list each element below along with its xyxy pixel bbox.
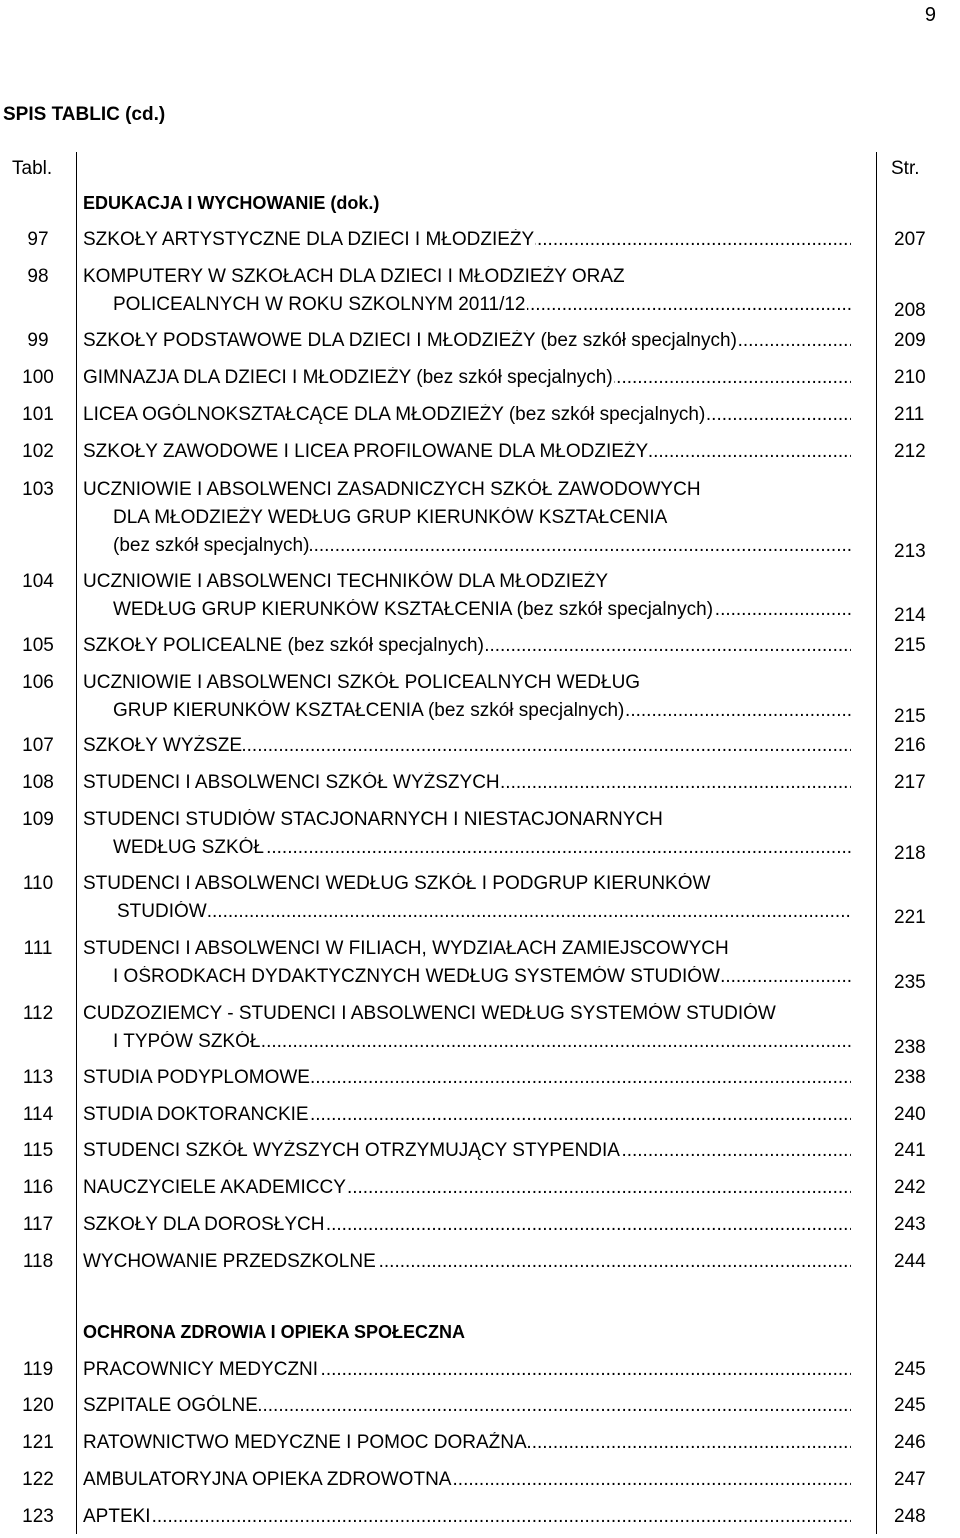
table-number: 101 bbox=[22, 404, 54, 425]
table-number: 98 bbox=[27, 266, 49, 287]
table-number: 102 bbox=[22, 441, 54, 462]
section-title: OCHRONA ZDROWIA I OPIEKA SPOŁECZNA bbox=[83, 1322, 465, 1342]
table-number: 110 bbox=[22, 873, 54, 894]
page-reference: 213 bbox=[894, 541, 926, 562]
entry-title-text: RATOWNICTWO MEDYCZNE I POMOC DORAŹNA bbox=[83, 1432, 527, 1453]
section-title: EDUKACJA I WYCHOWANIE (dok.) bbox=[83, 193, 380, 213]
table-number: 100 bbox=[22, 367, 54, 388]
entry-title-line bbox=[113, 294, 851, 316]
entry-title-text: LICEA OGÓLNOKSZTAŁCĄCE DLA MŁODZIEŻY (bez szkół specjalnych) bbox=[83, 404, 706, 425]
entry-title-text: UCZNIOWIE I ABSOLWENCI ZASADNICZYCH SZKÓŁ ZAWODOWYCH bbox=[83, 479, 701, 500]
page-reference: 240 bbox=[894, 1104, 926, 1125]
entry-title-text: KOMPUTERY W SZKOŁACH DLA DZIECI I MŁODZIEŻY ORAZ bbox=[83, 266, 625, 287]
entry-title-line bbox=[83, 672, 851, 694]
entry-title-line bbox=[113, 1031, 851, 1053]
page-reference: 244 bbox=[894, 1251, 926, 1272]
entry-title-line bbox=[83, 1395, 851, 1417]
page-reference: 215 bbox=[894, 635, 926, 656]
entry-title-text: WEDŁUG GRUP KIERUNKÓW KSZTAŁCENIA (bez szkół specjalnych) bbox=[113, 599, 714, 620]
table-number: 118 bbox=[22, 1251, 54, 1272]
table-number: 117 bbox=[22, 1214, 54, 1235]
entry-title-text: STUDENCI I ABSOLWENCI WEDŁUG SZKÓŁ I PODGRUP KIERUNKÓW bbox=[83, 873, 711, 894]
page-reference: 218 bbox=[894, 843, 926, 864]
entry-title-line bbox=[113, 966, 851, 988]
table-number: 106 bbox=[22, 672, 54, 693]
page-reference: 210 bbox=[894, 367, 926, 388]
page-reference: 245 bbox=[894, 1359, 926, 1380]
page-reference: 211 bbox=[894, 404, 925, 425]
entry-title-text: GRUP KIERUNKÓW KSZTAŁCENIA (bez szkół specjalnych) bbox=[113, 700, 625, 721]
entry-title-text: STUDENCI SZKÓŁ WYŻSZYCH OTRZYMUJĄCY STYPENDIA bbox=[83, 1140, 620, 1161]
entry-title-text: (bez szkół specjalnych) bbox=[113, 535, 310, 556]
entry-title-line bbox=[83, 266, 851, 288]
entry-title-line bbox=[83, 1104, 851, 1126]
entry-title-text: PRACOWNICY MEDYCZNI bbox=[83, 1359, 319, 1380]
entry-title-text: APTEKI bbox=[83, 1506, 151, 1527]
entry-title-text: SZPITALE OGÓLNE bbox=[83, 1395, 258, 1416]
page-reference: 208 bbox=[894, 300, 926, 321]
entry-title-line bbox=[113, 599, 851, 621]
entry-title-line bbox=[83, 772, 851, 794]
column-header-str: Str. bbox=[891, 158, 920, 179]
entry-title-text: STUDENCI STUDIÓW STACJONARNYCH I NIESTACJONARNYCH bbox=[83, 809, 663, 830]
entry-title-text: SZKOŁY POLICEALNE (bez szkół specjalnych) bbox=[83, 635, 484, 656]
entry-title-text: UCZNIOWIE I ABSOLWENCI SZKÓŁ POLICEALNYCH WEDŁUG bbox=[83, 672, 641, 693]
page-reference: 238 bbox=[894, 1067, 926, 1088]
page-reference: 247 bbox=[894, 1469, 926, 1490]
entry-title-line bbox=[83, 441, 851, 463]
entry-title-line bbox=[83, 571, 851, 593]
entry-title-text: STUDENCI I ABSOLWENCI W FILIACH, WYDZIAŁACH ZAMIEJSCOWYCH bbox=[83, 938, 729, 959]
entry-title-text: STUDIA DOKTORANCKIE bbox=[83, 1104, 309, 1125]
entry-title-text: NAUCZYCIELE AKADEMICCY bbox=[83, 1177, 346, 1198]
entry-title-text: SZKOŁY DLA DOROSŁYCH bbox=[83, 1214, 325, 1235]
entry-title-line bbox=[83, 1214, 851, 1236]
table-number: 121 bbox=[22, 1432, 54, 1453]
entry-title-line bbox=[83, 479, 851, 501]
entry-title-line bbox=[113, 535, 851, 557]
entry-title-line bbox=[83, 1177, 851, 1199]
table-number: 112 bbox=[22, 1003, 54, 1024]
page-heading: SPIS TABLIC (cd.) bbox=[3, 104, 166, 125]
entry-title-text: AMBULATORYJNA OPIEKA ZDROWOTNA bbox=[83, 1469, 452, 1490]
table-number: 109 bbox=[22, 809, 54, 830]
entry-title-line bbox=[83, 229, 851, 251]
table-number: 111 bbox=[23, 938, 53, 959]
page-reference: 221 bbox=[894, 907, 926, 928]
entry-title-text: SZKOŁY WYŻSZE bbox=[83, 735, 243, 756]
table-number: 123 bbox=[22, 1506, 54, 1527]
entry-title-line bbox=[83, 1140, 851, 1162]
page-reference: 209 bbox=[894, 330, 926, 351]
table-number: 119 bbox=[22, 1359, 54, 1380]
entry-title-text: POLICEALNYCH W ROKU SZKOLNYM 2011/12 bbox=[113, 294, 526, 315]
table-number: 114 bbox=[22, 1104, 54, 1125]
page-reference: 238 bbox=[894, 1037, 926, 1058]
entry-title-line bbox=[83, 1003, 851, 1025]
divider-right bbox=[876, 152, 877, 1534]
table-number: 116 bbox=[22, 1177, 54, 1198]
page-reference: 216 bbox=[894, 735, 926, 756]
table-number: 97 bbox=[27, 229, 49, 250]
page-reference: 207 bbox=[894, 229, 926, 250]
page-number: 9 bbox=[924, 4, 936, 26]
entry-title-text: SZKOŁY ARTYSTYCZNE DLA DZIECI I MŁODZIEŻY bbox=[83, 229, 535, 250]
table-number: 122 bbox=[22, 1469, 54, 1490]
entry-title-text: SZKOŁY PODSTAWOWE DLA DZIECI I MŁODZIEŻY (bez szkół specjalnych) bbox=[83, 330, 737, 351]
entry-title-line bbox=[83, 809, 851, 831]
entry-title-text: I TYPÓW SZKÓŁ bbox=[113, 1031, 261, 1052]
entry-title-text: UCZNIOWIE I ABSOLWENCI TECHNIKÓW DLA MŁODZIEŻY bbox=[83, 571, 609, 592]
entry-title-line bbox=[113, 507, 851, 529]
entry-title-text: STUDENCI I ABSOLWENCI SZKÓŁ WYŻSZYCH bbox=[83, 772, 500, 793]
entry-title-text: SZKOŁY ZAWODOWE I LICEA PROFILOWANE DLA MŁODZIEŻY bbox=[83, 441, 649, 462]
table-number: 108 bbox=[22, 772, 54, 793]
page-reference: 245 bbox=[894, 1395, 926, 1416]
table-number: 113 bbox=[22, 1067, 54, 1088]
entry-title-line bbox=[83, 367, 851, 389]
entry-title-line bbox=[83, 938, 851, 960]
page-reference: 214 bbox=[894, 605, 926, 626]
entry-title-text: DLA MŁODZIEŻY WEDŁUG GRUP KIERUNKÓW KSZTAŁCENIA bbox=[113, 507, 668, 528]
page-reference: 241 bbox=[894, 1140, 926, 1161]
entry-title-text: GIMNAZJA DLA DZIECI I MŁODZIEŻY (bez szkół specjalnych) bbox=[83, 367, 613, 388]
table-number: 107 bbox=[22, 735, 54, 756]
page-reference: 246 bbox=[894, 1432, 926, 1453]
entry-title-text: WYCHOWANIE PRZEDSZKOLNE bbox=[83, 1251, 376, 1272]
table-number: 104 bbox=[22, 571, 54, 592]
table-number: 115 bbox=[22, 1140, 54, 1161]
entry-title-line bbox=[113, 837, 851, 859]
column-header-tabl: Tabl. bbox=[12, 158, 53, 179]
entry-title-line bbox=[83, 404, 851, 426]
entry-title-line bbox=[83, 873, 851, 895]
entry-title-line bbox=[83, 735, 851, 757]
page-reference: 215 bbox=[894, 706, 926, 727]
entry-title-text: STUDIA PODYPLOMOWE bbox=[83, 1067, 310, 1088]
entry-title-line bbox=[83, 1469, 851, 1491]
entry-title-line bbox=[83, 635, 851, 657]
entry-title-line bbox=[83, 1506, 851, 1528]
page-reference: 235 bbox=[894, 972, 926, 993]
entry-title-text: I OŚRODKACH DYDAKTYCZNYCH WEDŁUG SYSTEMÓW STUDIÓW bbox=[113, 966, 720, 987]
divider-left bbox=[76, 152, 77, 1534]
table-number: 99 bbox=[27, 330, 49, 351]
table-number: 105 bbox=[22, 635, 54, 656]
page-reference: 248 bbox=[894, 1506, 926, 1527]
page-reference: 243 bbox=[894, 1214, 926, 1235]
table-number: 103 bbox=[22, 479, 54, 500]
entry-title-line bbox=[83, 1067, 851, 1089]
page-reference: 242 bbox=[894, 1177, 926, 1198]
entry-title-text: CUDZOZIEMCY - STUDENCI I ABSOLWENCI WEDŁUG SYSTEMÓW STUDIÓW bbox=[83, 1003, 776, 1024]
entry-title-line bbox=[83, 1359, 851, 1381]
table-number: 120 bbox=[22, 1395, 54, 1416]
entry-title-line bbox=[83, 330, 851, 352]
entry-title-text: WEDŁUG SZKÓŁ bbox=[113, 837, 264, 858]
page-reference: 212 bbox=[894, 441, 926, 462]
entry-title-line bbox=[83, 1251, 851, 1273]
page-reference: 217 bbox=[894, 772, 926, 793]
entry-title-line bbox=[83, 1432, 851, 1454]
entry-title-text: STUDIÓW bbox=[117, 901, 207, 922]
entry-title-line bbox=[113, 700, 851, 722]
entry-title-line bbox=[117, 901, 851, 923]
